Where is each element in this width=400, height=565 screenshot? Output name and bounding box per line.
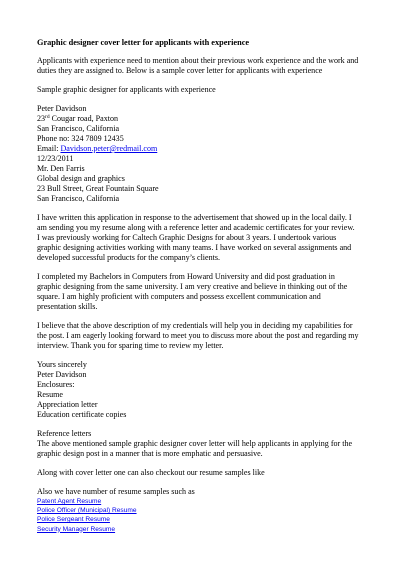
closing-line: Enclosures:	[37, 380, 75, 389]
body-line: square. I am highly proficient with computers and possess excellent communication and	[37, 292, 321, 301]
resume-link-police-sergeant[interactable]: Police Sergeant Resume	[37, 516, 110, 524]
resume-link-security-manager[interactable]: Security Manager Resume	[37, 525, 116, 533]
closing-block	[37, 360, 367, 420]
street-suffix: rd	[45, 114, 50, 120]
recipient-line: 23 Bull Street, Great Fountain Square	[37, 184, 159, 193]
sample-heading: Sample graphic designer for applicants with experience	[37, 85, 216, 94]
closing-line: Peter Davidson	[37, 370, 87, 379]
body-paragraph	[37, 321, 367, 351]
recipient-line: Mr. Den Farris	[37, 164, 85, 173]
reference-line: Reference letters	[37, 429, 92, 438]
reference-block	[37, 429, 367, 459]
body-line: the post. I am eagerly looking forward to meet you to discuss more about the post and regarding my	[37, 331, 359, 340]
closing-line: Appreciation letter	[37, 400, 98, 409]
closing-line: Yours sincerely	[37, 360, 87, 369]
also-have-text: Also we have number of resume samples such as	[37, 487, 195, 496]
street-number: 23	[37, 114, 46, 123]
resume-links-list	[37, 497, 367, 534]
letter-date: 12/23/2011	[37, 154, 74, 163]
body-paragraph	[37, 272, 367, 312]
sender-city: San Francisco, California	[37, 124, 120, 133]
body-line: I have written this application in response to the advertisement that showed up in the local daily. I	[37, 213, 352, 222]
email-link[interactable]: Davidson.peter@redmail.com	[60, 144, 158, 153]
body-line: I completed my Bachelors in Computers from Howard University and did post graduation in	[37, 272, 335, 281]
body-line: graphic designing activities working with many teams. I have worked on several assignments and	[37, 243, 352, 252]
email-label: Email:	[37, 144, 61, 153]
intro-line: Applicants with experience need to mention about their previous work experience and the work and	[37, 56, 359, 65]
reference-line: graphic design post in a manner that is more emphatic and persuasive.	[37, 449, 263, 458]
document-title: Graphic designer cover letter for applicants with experience	[37, 38, 250, 47]
body-paragraph	[37, 213, 367, 263]
street-rest: Cougar road, Paxton	[49, 114, 119, 123]
resume-link-police-officer[interactable]: Police Officer (Municipal) Resume	[37, 507, 137, 515]
closing-line: Resume	[37, 390, 63, 399]
body-line: I believe that the above description of my credentials will help you in deciding my capabilities for	[37, 321, 353, 330]
sender-email-line	[37, 144, 367, 154]
cover-letter-document	[37, 38, 367, 534]
sender-name: Peter Davidson	[37, 104, 87, 113]
address-block	[37, 104, 367, 204]
recipient-line: Global design and graphics	[37, 174, 125, 183]
body-line: graphic designing from the same university. I am very creative and believe in thinking out of the	[37, 282, 348, 291]
closing-line: Education certificate copies	[37, 410, 127, 419]
resume-samples-block	[37, 487, 367, 534]
recipient-line: San Francisco, California	[37, 194, 120, 203]
body-line: developed successful products for the company’s clients.	[37, 253, 221, 262]
body-line: I was previously working for Caltech Graphic Designs for about 3 years. I undertook various	[37, 233, 337, 242]
body-line: am sending you my resume along with a reference letter and academic certificates for your review.	[37, 223, 355, 232]
intro-paragraph	[37, 56, 367, 76]
body-line: interview. Thank you for sparing time to review my letter.	[37, 341, 224, 350]
along-with-text: Along with cover letter one can also checkout our resume samples like	[37, 468, 265, 477]
intro-line: duties they are assigned to. Below is a sample cover letter for applicants with experience	[37, 66, 323, 75]
resume-link-patent-agent[interactable]: Patent Agent Resume	[37, 498, 102, 505]
sender-street	[37, 114, 367, 124]
sender-phone: Phone no: 324 7809 12435	[37, 134, 124, 143]
body-line: presentation skills.	[37, 302, 98, 311]
reference-line: The above mentioned sample graphic designer cover letter will help applicants in applying for the	[37, 439, 353, 448]
